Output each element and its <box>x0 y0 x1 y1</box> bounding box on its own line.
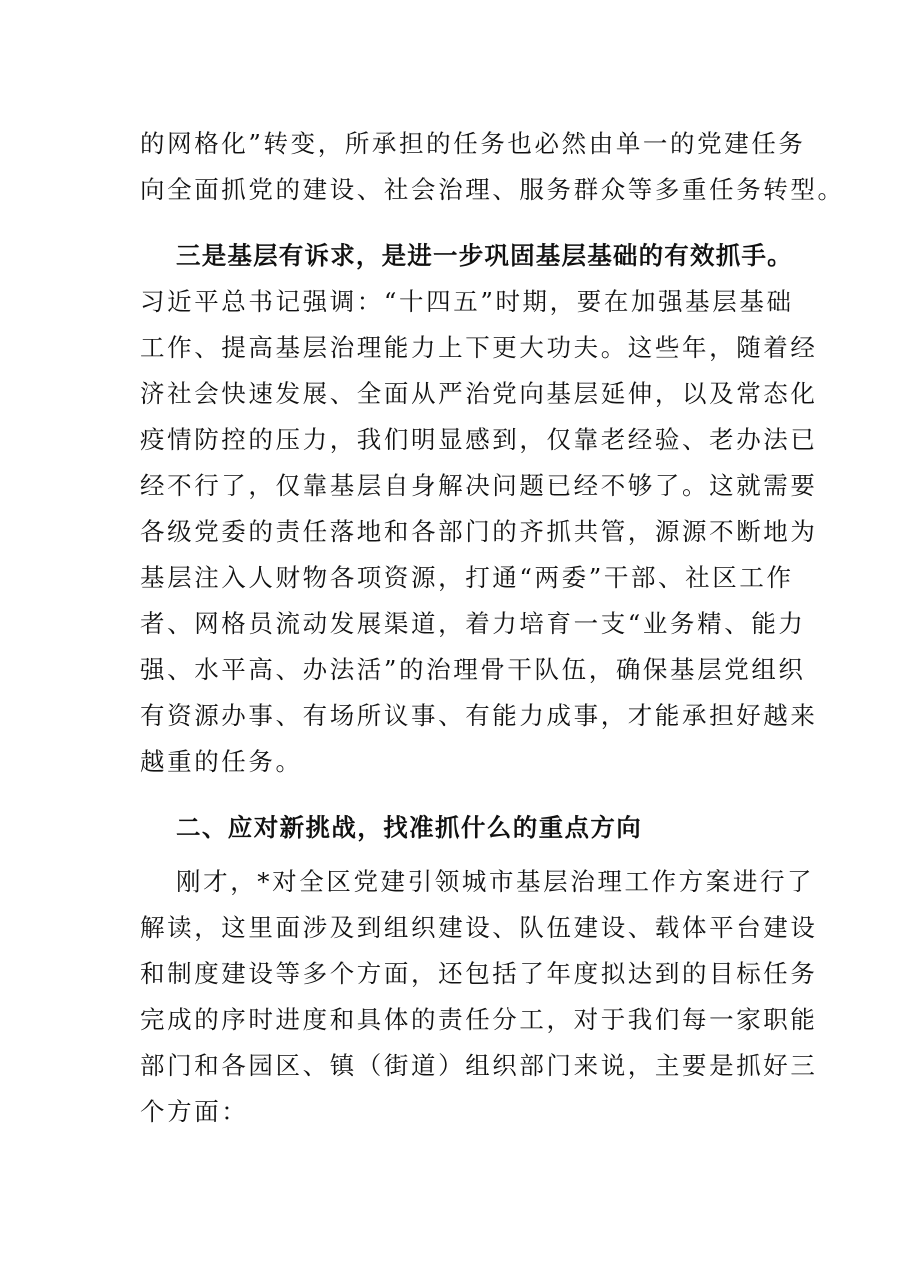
paragraph-2-line-2: 工作、提高基层治理能力上下更大功夫。这些年，随着经 <box>140 333 818 362</box>
paragraph-3-line-6: 个方面： <box>140 1097 249 1126</box>
paragraph-2-line-6: 各级党委的责任落地和各部门的齐抓共管，源源不断地为 <box>140 517 818 546</box>
paragraph-3-line-4: 完成的序时进度和具体的责任分工，对于我们每一家职能 <box>140 1005 818 1034</box>
heading-2: 二、应对新挑战，找准抓什么的重点方向 <box>176 813 643 842</box>
paragraph-3-line-3: 和制度建设等多个方面，还包括了年度拟达到的目标任务 <box>140 959 818 988</box>
paragraph-3-line-2: 解读，这里面涉及到组织建设、队伍建设、载体平台建设 <box>140 913 818 942</box>
paragraph-3-line-5: 部门和各园区、镇（街道）组织部门来说，主要是抓好三 <box>140 1051 818 1080</box>
paragraph-2-line-4: 疫情防控的压力，我们明显感到，仅靠老经验、老办法已 <box>140 425 818 454</box>
paragraph-1-line-2: 向全面抓党的建设、社会治理、服务群众等多重任务转型。 <box>140 175 845 204</box>
paragraph-1-line-1: 的网格化”转变，所承担的任务也必然由单一的党建任务 <box>140 129 806 158</box>
paragraph-2-line-1: 习近平总书记强调：“十四五”时期，要在加强基层基础 <box>140 287 794 316</box>
paragraph-2-line-8: 者、网格员流动发展渠道，着力培育一支“业务精、能力 <box>140 609 806 638</box>
section-3-title: 三是基层有诉求，是进一步巩固基层基础的有效抓手。 <box>176 241 793 270</box>
paragraph-2-line-3: 济社会快速发展、全面从严治党向基层延伸，以及常态化 <box>140 379 818 408</box>
paragraph-3-line-1: 刚才，*对全区党建引领城市基层治理工作方案进行了 <box>176 867 815 896</box>
paragraph-2-line-10: 有资源办事、有场所议事、有能力成事，才能承担好越来 <box>140 701 818 730</box>
paragraph-2-line-11: 越重的任务。 <box>140 747 303 776</box>
paragraph-2-line-7: 基层注入人财物各项资源，打通“两委”干部、社区工作 <box>140 563 794 592</box>
paragraph-2-line-9: 强、水平高、办法活”的治理骨干队伍，确保基层党组织 <box>140 655 806 684</box>
paragraph-2-line-5: 经不行了，仅靠基层自身解决问题已经不够了。这就需要 <box>140 471 818 500</box>
